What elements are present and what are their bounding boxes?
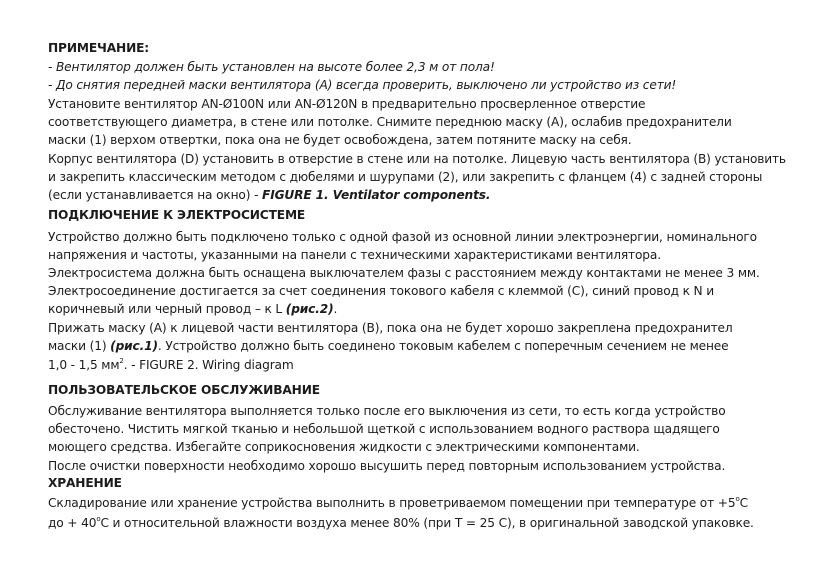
figure-1-reference-2: (рис.1): [110, 339, 158, 353]
note-text-line: Корпус вентилятора (D) установить в отверстие в стене или на потолке. Лицевую часть вентилятора (В) установить: [48, 152, 786, 166]
note-text-line: соответствующего диаметра, в стене или потолке. Снимите переднюю маску (А), ослабив предохранители: [48, 115, 732, 129]
note-text-line: и закрепить классическим методом с дюбелями и шурупами (2), или закрепить с фланцем (4) с задней стороны: [48, 170, 763, 184]
storage-conditions: С и относительной влажности воздуха менее 80% (при T = 25 C), в оригинальной заводской упаковке.: [100, 516, 754, 530]
connection-heading: ПОДКЛЮЧЕНИЕ К ЭЛЕКТРОСИСТЕМЕ: [48, 208, 306, 222]
mask-text: маски (1): [48, 339, 111, 353]
connection-text-line: Электросоединение достигается за счет соединения токового кабеля с клеммой (С), синий провод к N и: [48, 284, 714, 298]
maintenance-text-line: После очистки поверхности необходимо хорошо высушить перед повторным использованием устройства.: [48, 459, 726, 473]
degree-superscript: о: [96, 515, 101, 523]
connection-text-line: [48, 300, 337, 318]
figure-2-reference: (рис.2): [285, 302, 334, 316]
storage-text: Складирование или хранение устройства выполнить в проветриваемом помещении при температуре от +5: [48, 496, 736, 510]
connection-text-line: [48, 356, 294, 374]
connection-text-line: Электросистема должна быть оснащена выключателем фазы с расстоянием между контактами не менее 3 мм.: [48, 266, 760, 280]
maintenance-text-line: моющего средства. Избегайте соприкосновения жидкости с электрическими компонентами.: [48, 440, 640, 454]
cross-section-text: 1,0 - 1,5 мм: [48, 358, 120, 372]
note-text-line: маски (1) верхом отвертки, пока она не будет освобождена, затем потяните маску на себя.: [48, 133, 632, 147]
connection-text-line: напряжения и частоты, указанными на панели с техническими характеристиками вентилятора.: [48, 248, 661, 262]
wiring-text: коричневый или черный провод – к L: [48, 302, 286, 316]
storage-heading: ХРАНЕНИЕ: [48, 476, 122, 490]
figure-1-reference: FIGURE 1. Ventilator components.: [262, 188, 491, 202]
note-warning-height: - Вентилятор должен быть установлен на высоте более 2,3 м от пола!: [48, 60, 495, 74]
connection-text-line: Устройство должно быть подключено только с одной фазой из основной линии электроэнергии, номинального: [48, 230, 757, 244]
wiring-text-end: .: [333, 302, 338, 316]
maintenance-text-line: обесточено. Чистить мягкой тканью и небольшой щеткой с использованием водного раствора щадящего: [48, 422, 720, 436]
storage-text: до + 40: [48, 516, 97, 530]
note-text-line: Установите вентилятор AN-Ø100N или AN-Ø120N в предварительно просверленное отверстие: [48, 97, 646, 111]
maintenance-heading: ПОЛЬЗОВАТЕЛЬСКОЕ ОБСЛУЖИВАНИЕ: [48, 383, 320, 397]
celsius-unit: С: [739, 496, 748, 510]
note-text-line: [48, 186, 490, 204]
storage-text-line: [48, 494, 748, 512]
note-heading: ПРИМЕЧАНИЕ:: [48, 41, 150, 55]
connection-text-line: [48, 337, 729, 355]
figure-2-caption: . - FIGURE 2. Wiring diagram: [123, 358, 294, 372]
degree-superscript: о: [735, 495, 740, 503]
connection-text-line: Прижать маску (А) к лицевой части вентилятора (В), пока она не будет хорошо закреплена предохранител: [48, 321, 733, 335]
storage-text-line: [48, 514, 754, 532]
note-warning-power: - До снятия передней маски вентилятора (А) всегда проверить, выключено ли устройство из сети!: [48, 78, 677, 92]
square-superscript: 2: [119, 357, 124, 365]
maintenance-text-line: Обслуживание вентилятора выполняется только после его выключения из сети, то есть когда устройство: [48, 404, 726, 418]
note-last-prefix: (если устанавливается на окно) -: [48, 188, 263, 202]
cable-text: . Устройство должно быть соединено токовым кабелем с поперечным сечением не менее: [157, 339, 729, 353]
